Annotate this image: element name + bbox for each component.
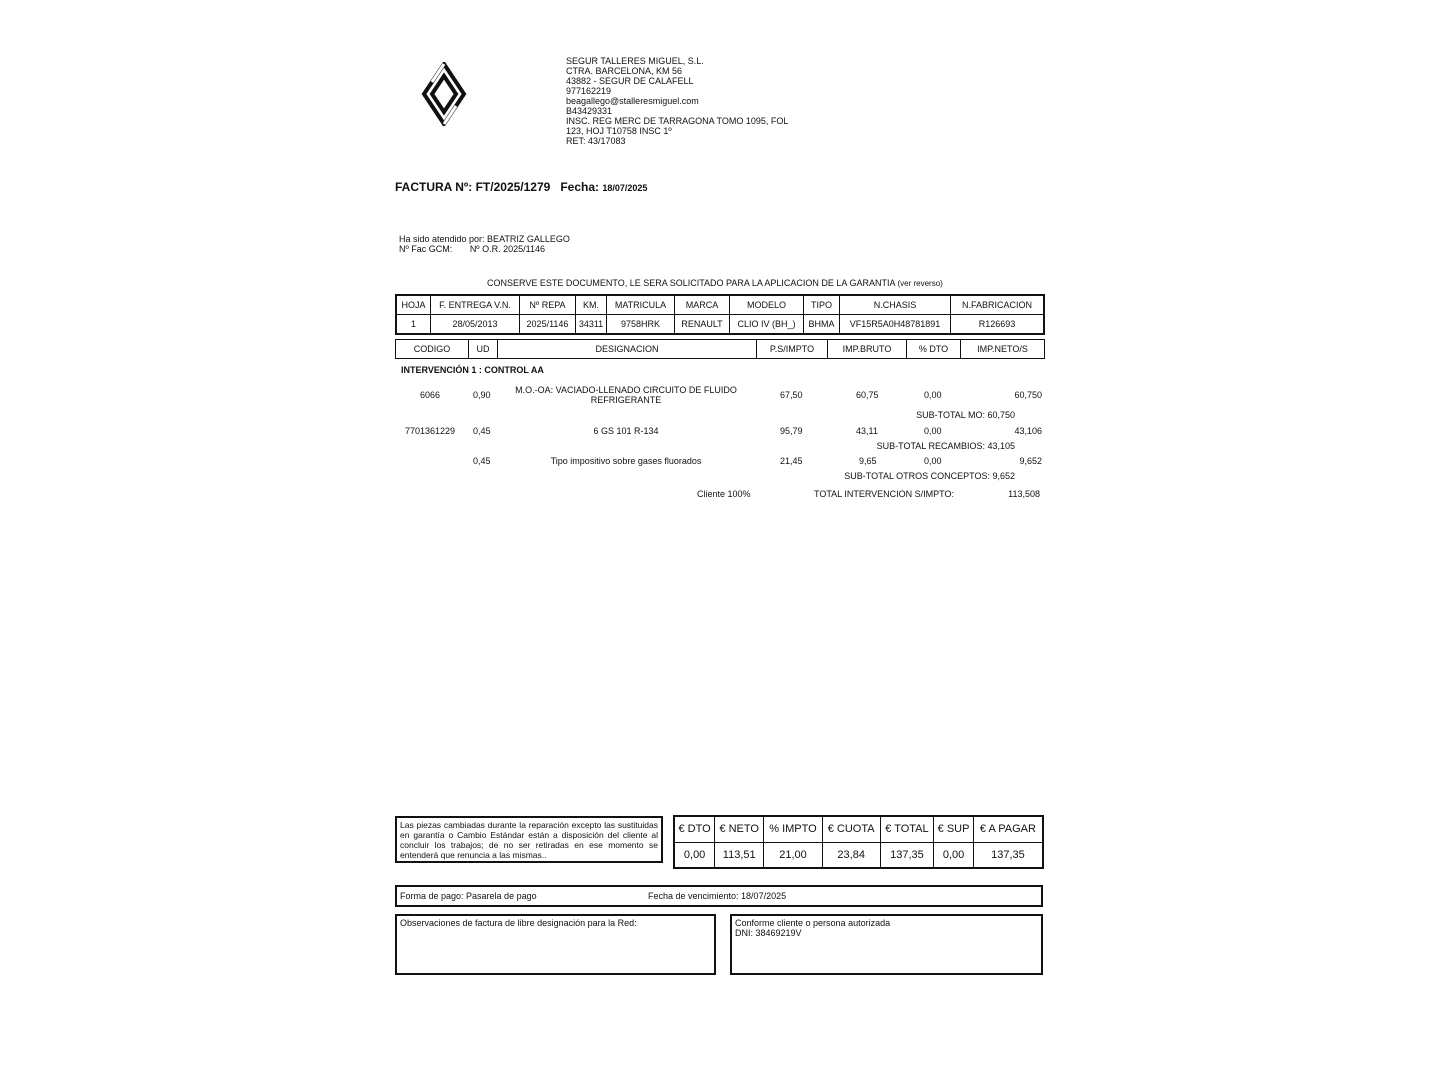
totals-value: 113,51 <box>715 842 764 868</box>
invoice-title <box>395 180 647 194</box>
company-info <box>566 56 826 146</box>
vehicle-value-cell: VF15R5A0H48781891 <box>840 315 951 335</box>
client-signature-box <box>730 914 1043 975</box>
col-header: IMP.BRUTO <box>828 340 907 359</box>
line-ps: 95,79 <box>780 426 803 436</box>
company-line: 977162219 <box>566 86 612 96</box>
line-neto: 60,750 <box>1014 390 1042 400</box>
vehicle-header-cell: HOJA <box>396 295 431 315</box>
totals-value: 137,35 <box>880 842 934 868</box>
intervention-title: INTERVENCIÓN 1 : CONTROL AA <box>401 365 544 375</box>
totals-header-row <box>674 816 1043 842</box>
company-line: beagallego@stalleresmiguel.com <box>566 96 699 106</box>
subtotal-otros: SUB-TOTAL OTROS CONCEPTOS: 9,652 <box>844 471 1015 481</box>
col-header: IMP.NETO/S <box>961 340 1045 359</box>
subtotal-recambios: SUB-TOTAL RECAMBIOS: 43,105 <box>876 441 1015 451</box>
line-bruto: 9,65 <box>859 456 877 466</box>
payment-box <box>395 885 1043 907</box>
vehicle-header-cell: F. ENTREGA V.N. <box>431 295 520 315</box>
totals-header: € DTO <box>674 816 715 842</box>
vehicle-value-cell: BHMA <box>804 315 840 335</box>
vehicle-header-row <box>396 295 1044 315</box>
observations-label: Observaciones de factura de libre designación para la Red: <box>400 918 637 928</box>
vehicle-value-cell: 34311 <box>576 315 607 335</box>
line-ps: 21,45 <box>780 456 803 466</box>
totals-header: € NETO <box>715 816 764 842</box>
col-header: CODIGO <box>396 340 469 359</box>
vehicle-header-cell: N.FABRICACION <box>951 295 1045 315</box>
conforme-label: Conforme cliente o persona autorizada <box>735 918 891 928</box>
total-intervention-value: 113,508 <box>1008 489 1040 499</box>
company-line: 43882 - SEGUR DE CALAFELL <box>566 76 694 86</box>
company-line: CTRA. BARCELONA, KM 56 <box>566 66 683 76</box>
line-designation: 6 GS 101 R-134 <box>593 426 659 436</box>
col-header: UD <box>469 340 498 359</box>
payment-due-date: Fecha de vencimiento: 18/07/2025 <box>648 891 787 901</box>
totals-header: € TOTAL <box>880 816 934 842</box>
subtotal-mo: SUB-TOTAL MO: 60,750 <box>916 410 1015 420</box>
totals-table <box>673 815 1044 869</box>
line-designation: M.O.-OA: VACIADO-LLENADO CIRCUITO DE FLUIDO REFRIGERANTE <box>515 385 737 405</box>
invoice-date: 18/07/2025 <box>602 183 648 193</box>
invoice-date-label: Fecha: <box>560 180 600 194</box>
totals-header: % IMPTO <box>764 816 823 842</box>
vehicle-value-cell: 2025/1146 <box>520 315 576 335</box>
or-number: Nº O.R. 2025/1146 <box>469 244 545 254</box>
line-designation: Tipo impositivo sobre gases fluorados <box>550 456 702 466</box>
totals-value: 21,00 <box>764 842 823 868</box>
line-ud: 0,45 <box>473 456 491 466</box>
line-ps: 67,50 <box>780 390 803 400</box>
vehicle-value-row <box>396 315 1044 335</box>
payment-method: Forma de pago: Pasarela de pago <box>400 891 537 901</box>
fac-gcm-label: Nº Fac GCM: <box>399 244 453 254</box>
invoice-number: FACTURA Nº: FT/2025/1279 <box>395 180 551 194</box>
line-code: 7701361229 <box>405 426 456 436</box>
warranty-notice-text: CONSERVE ESTE DOCUMENTO, LE SERA SOLICITADO PARA LA APLICACION DE LA GARANTIA <box>487 278 895 288</box>
line-neto: 43,106 <box>1014 426 1042 436</box>
vehicle-header-cell: MODELO <box>730 295 804 315</box>
lines-header-row <box>396 340 1045 359</box>
vehicle-header-cell: TIPO <box>804 295 840 315</box>
totals-value-row <box>674 842 1043 868</box>
cliente-percentage: Cliente 100% <box>697 489 751 499</box>
line-bruto: 60,75 <box>856 390 879 400</box>
totals-header: € A PAGAR <box>973 816 1043 842</box>
line-code: 6066 <box>420 390 441 400</box>
vehicle-value-cell: RENAULT <box>675 315 730 335</box>
renault-logo <box>420 62 468 126</box>
vehicle-header-cell: N.CHASIS <box>840 295 951 315</box>
totals-value: 137,35 <box>973 842 1043 868</box>
vehicle-value-cell: 28/05/2013 <box>431 315 520 335</box>
vehicle-table <box>395 294 1045 335</box>
observations-box <box>395 914 716 975</box>
company-line: RET: 43/17083 <box>566 136 626 146</box>
line-neto: 9,652 <box>1019 456 1042 466</box>
line-bruto: 43,11 <box>856 426 878 436</box>
vehicle-value-cell: R126693 <box>951 315 1045 335</box>
col-header: P.S/IMPTO <box>757 340 828 359</box>
vehicle-header-cell: Nº REPA <box>520 295 576 315</box>
line-dto: 0,00 <box>924 456 942 466</box>
vehicle-value-cell: 9758HRK <box>607 315 675 335</box>
totals-header: € CUOTA <box>822 816 880 842</box>
line-ud: 0,90 <box>473 390 491 400</box>
totals-value: 0,00 <box>934 842 974 868</box>
lines-header-table <box>395 339 1045 359</box>
warranty-notice <box>487 278 943 288</box>
attended-line: Ha sido atendido por: BEATRIZ GALLEGO <box>399 234 570 244</box>
warranty-notice-small: (ver reverso) <box>897 279 943 288</box>
company-line: B43429331 <box>566 106 613 116</box>
line-ud: 0,45 <box>473 426 491 436</box>
col-header: % DTO <box>907 340 961 359</box>
vehicle-value-cell: 1 <box>396 315 431 335</box>
totals-value: 0,00 <box>674 842 715 868</box>
company-line: SEGUR TALLERES MIGUEL, S.L. <box>566 56 704 66</box>
parts-note: Las piezas cambiadas durante la reparación excepto las sustituidas en garantía o Cambio Estándar están a disposición del cliente al concluir los trabajos; de no ser retiradas en ese momento se entenderá que renuncia a las mismas.. <box>395 816 663 863</box>
company-line: INSC. REG MERC DE TARRAGONA TOMO 1095, FOL <box>566 116 789 126</box>
client-dni: DNI: 38469219V <box>735 928 802 938</box>
vehicle-header-cell: MARCA <box>675 295 730 315</box>
line-dto: 0,00 <box>924 390 942 400</box>
vehicle-value-cell: CLIO IV (BH_) <box>730 315 804 335</box>
vehicle-header-cell: MATRICULA <box>607 295 675 315</box>
col-header: DESIGNACION <box>498 340 757 359</box>
totals-header: € SUP <box>934 816 974 842</box>
total-intervention-label: TOTAL INTERVENCION S/IMPTO: <box>814 489 955 499</box>
line-dto: 0,00 <box>924 426 942 436</box>
attended-by <box>399 234 570 254</box>
vehicle-header-cell: KM. <box>576 295 607 315</box>
totals-value: 23,84 <box>822 842 880 868</box>
company-line: 123, HOJ T10758 INSC 1º <box>566 126 672 136</box>
